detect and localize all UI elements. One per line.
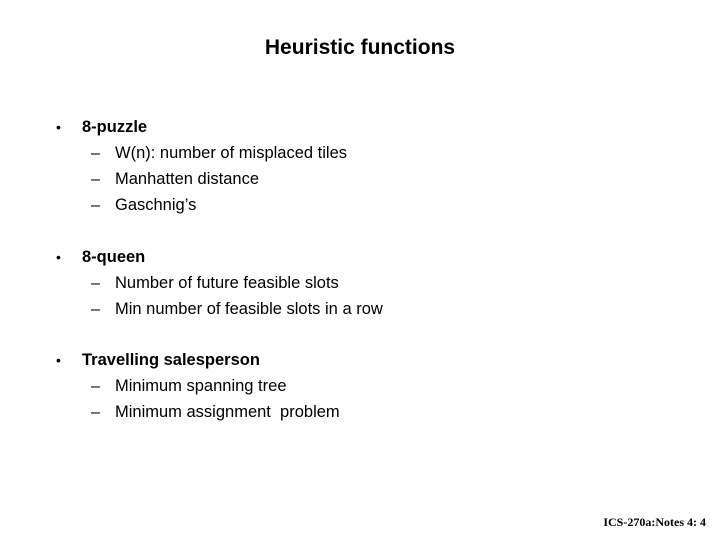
dash-icon: –: [91, 275, 100, 292]
bullet-icon: •: [56, 249, 61, 265]
sub-item-text: Number of future feasible slots: [115, 274, 339, 292]
bullet-item-8-queen: [56, 248, 383, 326]
sub-item: [91, 274, 383, 300]
bullet-icon: •: [56, 119, 61, 135]
bullet-heading: Travelling salesperson: [82, 351, 260, 369]
sub-item: [91, 377, 340, 403]
sub-item: [91, 300, 383, 326]
sub-item-text: Minimum spanning tree: [115, 377, 287, 395]
dash-icon: –: [91, 404, 100, 421]
dash-icon: –: [91, 378, 100, 395]
sub-item-text: Manhatten distance: [115, 170, 260, 188]
sub-item: [91, 144, 347, 170]
bullet-icon: •: [56, 352, 61, 368]
sub-item-text: Minimum assignment problem: [115, 403, 340, 421]
bullet-item-travelling-salesperson: [56, 351, 340, 429]
dash-icon: –: [91, 197, 100, 214]
sub-item: [91, 196, 347, 222]
sub-item-text: Gaschnig’s: [115, 196, 197, 214]
slide-footer: ICS-270a:Notes 4: 4: [603, 515, 706, 529]
sub-item: [91, 403, 340, 429]
sub-item-text: Min number of feasible slots in a row: [115, 300, 383, 318]
bullet-heading: 8-puzzle: [82, 118, 148, 136]
dash-icon: –: [91, 145, 100, 162]
sub-item-text: W(n): number of misplaced tiles: [115, 144, 347, 162]
bullet-heading: 8-queen: [82, 248, 146, 266]
sub-item: [91, 170, 347, 196]
slide-title: Heuristic functions: [264, 36, 456, 59]
dash-icon: –: [91, 301, 100, 318]
bullet-item-8-puzzle: [56, 118, 347, 222]
dash-icon: –: [91, 171, 100, 188]
